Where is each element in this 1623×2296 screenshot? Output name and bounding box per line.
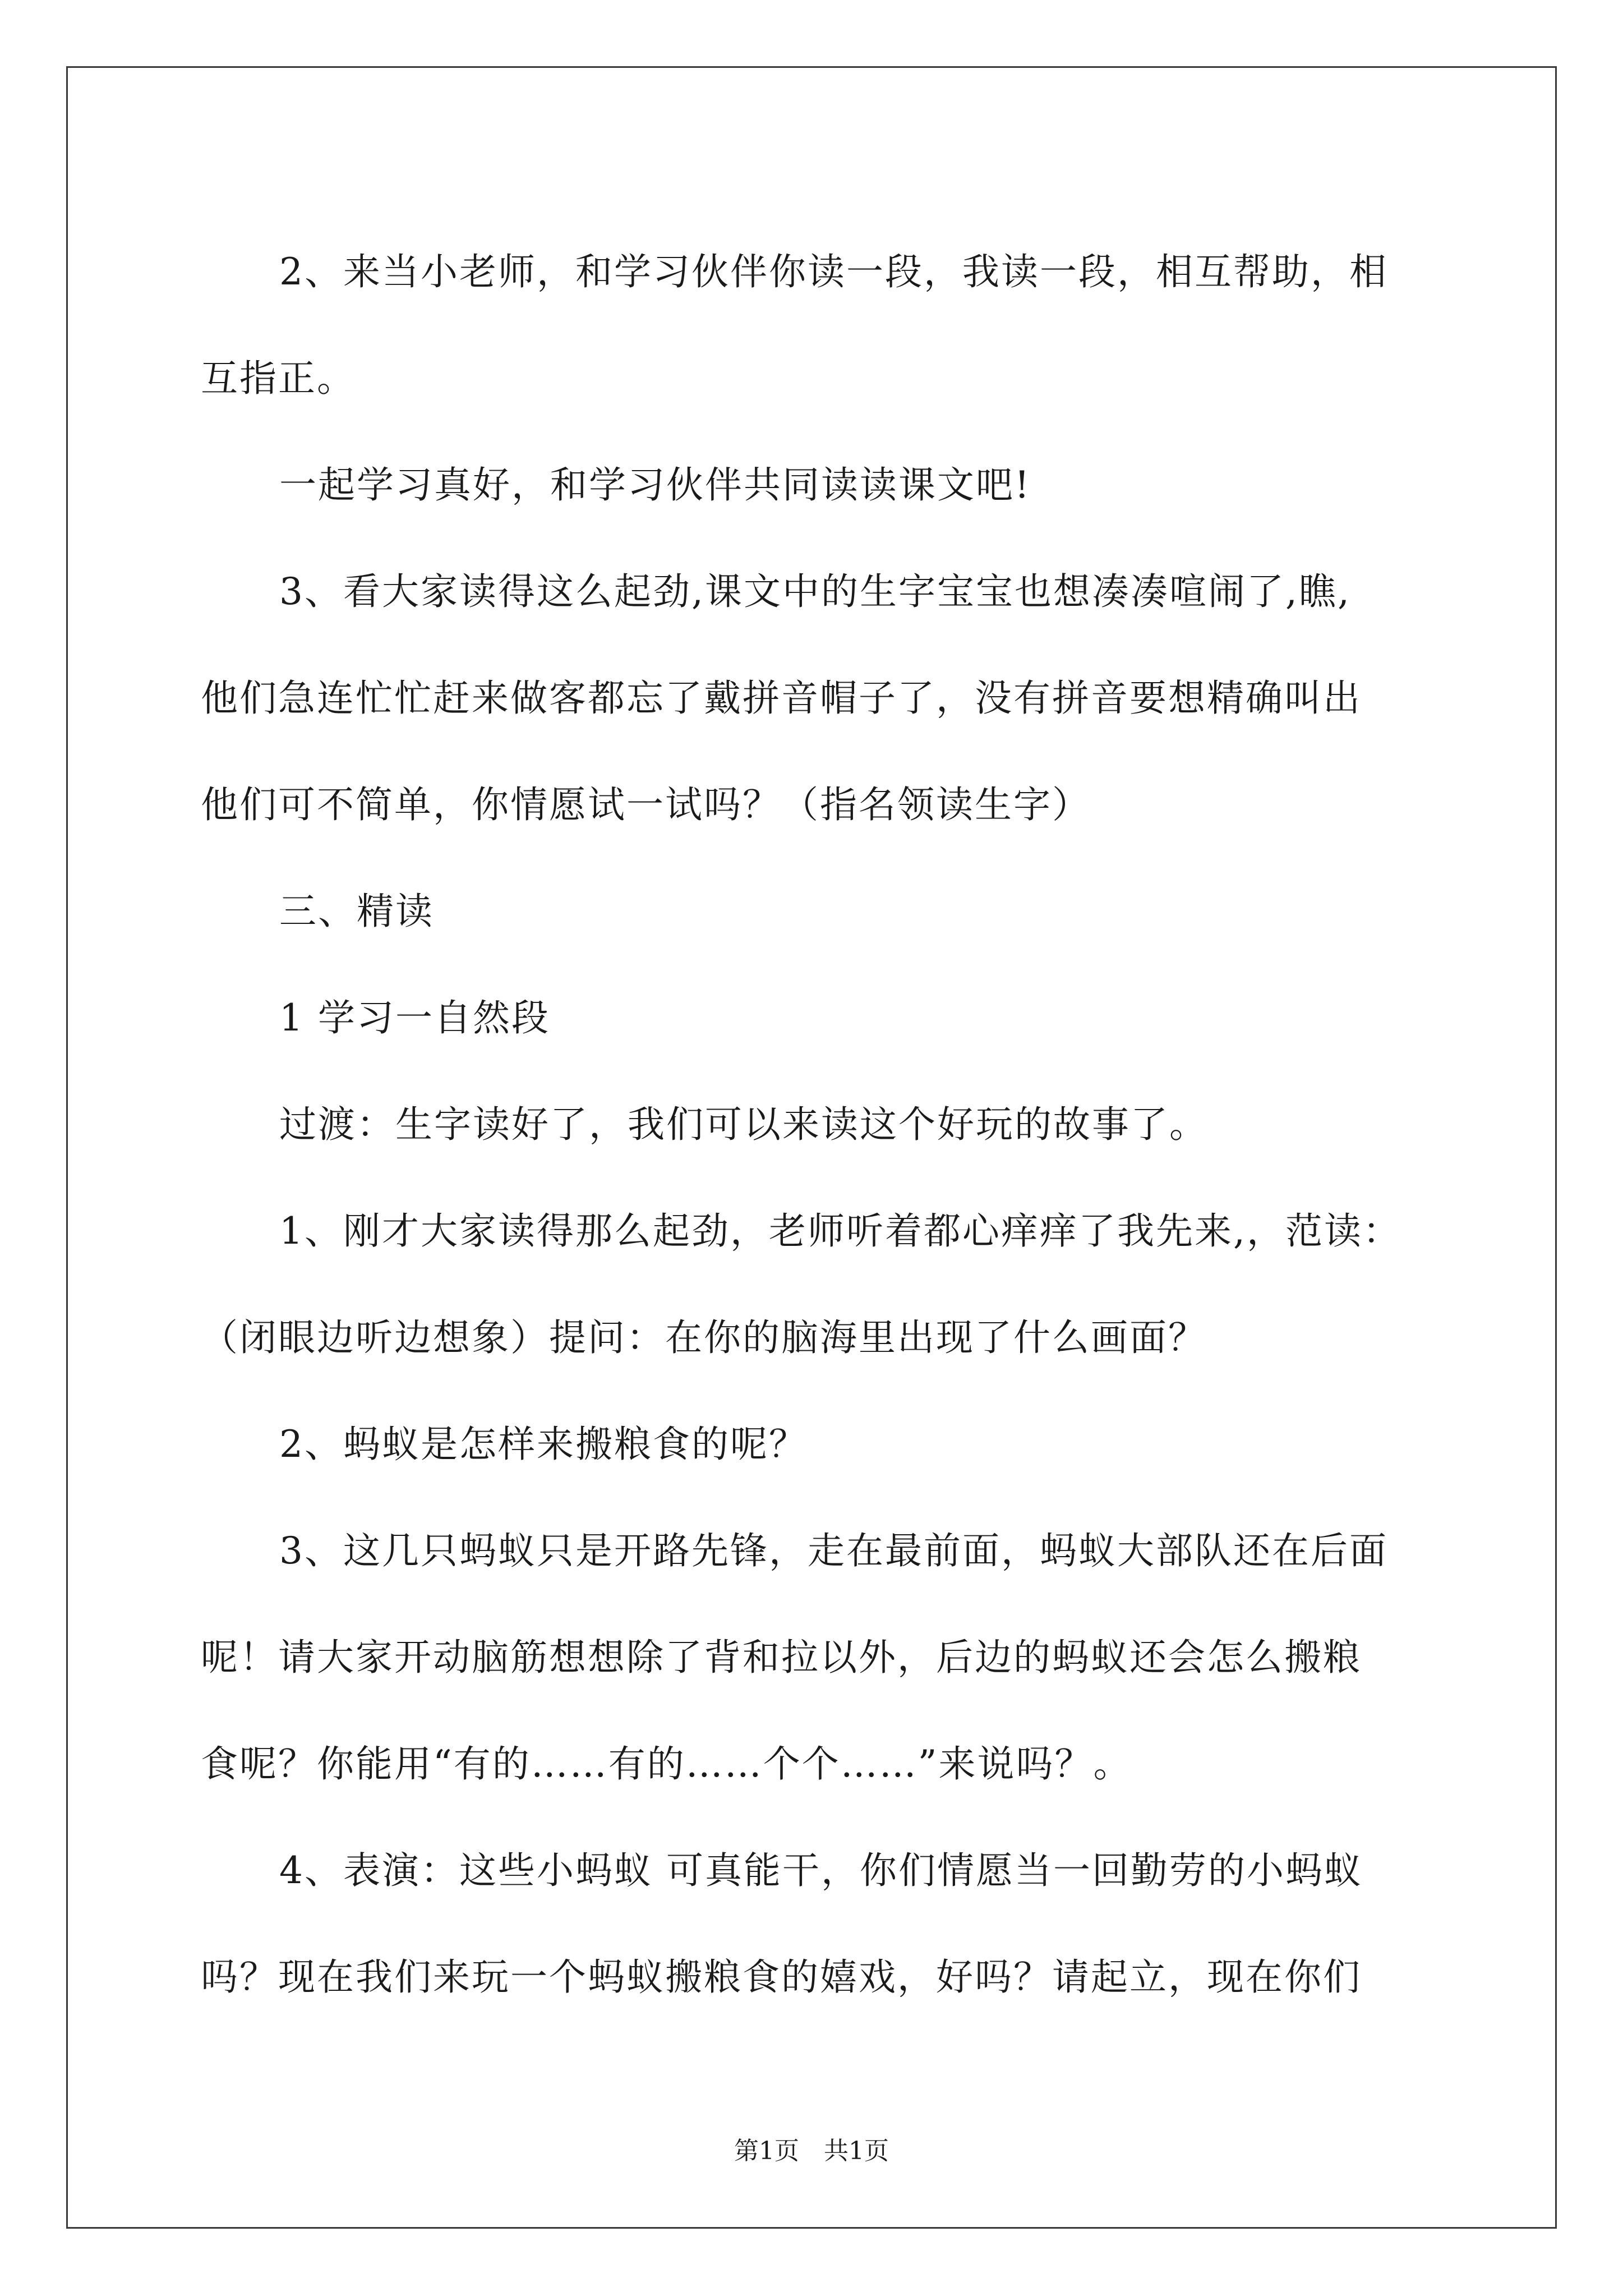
text-line: 他们急连忙忙赶来做客都忘了戴拼音帽子了，没有拼音要想精确叫出 [201, 677, 1362, 720]
document-body [201, 219, 1435, 2031]
text-line: 1、刚才大家读得那么起劲，老师听着都心痒痒了我先来,，范读： [279, 1209, 1401, 1253]
text-line: 过渡：生字读好了，我们可以来读这个好玩的故事了。 [279, 1103, 1208, 1146]
text-line: （闭眼边听边想象）提问：在你的脑海里出现了什么画面？ [201, 1316, 1207, 1359]
text-line: 3、看大家读得这么起劲,课文中的生字宝宝也想凑凑喧闹了,瞧, [279, 570, 1351, 613]
text-line: 吗？现在我们来玩一个蚂蚁搬粮食的嬉戏，好吗？请起立，现在你们 [201, 1955, 1362, 1999]
text-line: 呢！请大家开动脑筋想想除了背和拉以外，后边的蚂蚁还会怎么搬粮 [201, 1636, 1362, 1679]
section-heading: 三、精读 [279, 890, 434, 933]
text-line: 一起学习真好，和学习伙伴共同读读课文吧! [279, 463, 1031, 507]
text-line: 他们可不简单，你情愿试一试吗？（指名领读生字） [201, 783, 1091, 826]
page-number-footer: 第1页 共1页 [734, 2137, 889, 2165]
text-line: 互指正。 [201, 357, 356, 400]
text-line: 4、表演：这些小蚂蚁 可真能干，你们情愿当一回勤劳的小蚂蚁 [279, 1849, 1363, 1892]
subsection-heading: 1 学习一自然段 [279, 996, 550, 1039]
text-line: 2、来当小老师，和学习伙伴你读一段，我读一段，相互帮助，相 [279, 250, 1388, 293]
text-line: 食呢？你能用“有的……有的……个个……”来说吗？。 [201, 1742, 1132, 1786]
text-line: 2、蚂蚁是怎样来搬粮食的呢？ [279, 1423, 808, 1466]
text-line: 3、这几只蚂蚁只是开路先锋，走在最前面，蚂蚁大部队还在后面 [279, 1529, 1388, 1572]
